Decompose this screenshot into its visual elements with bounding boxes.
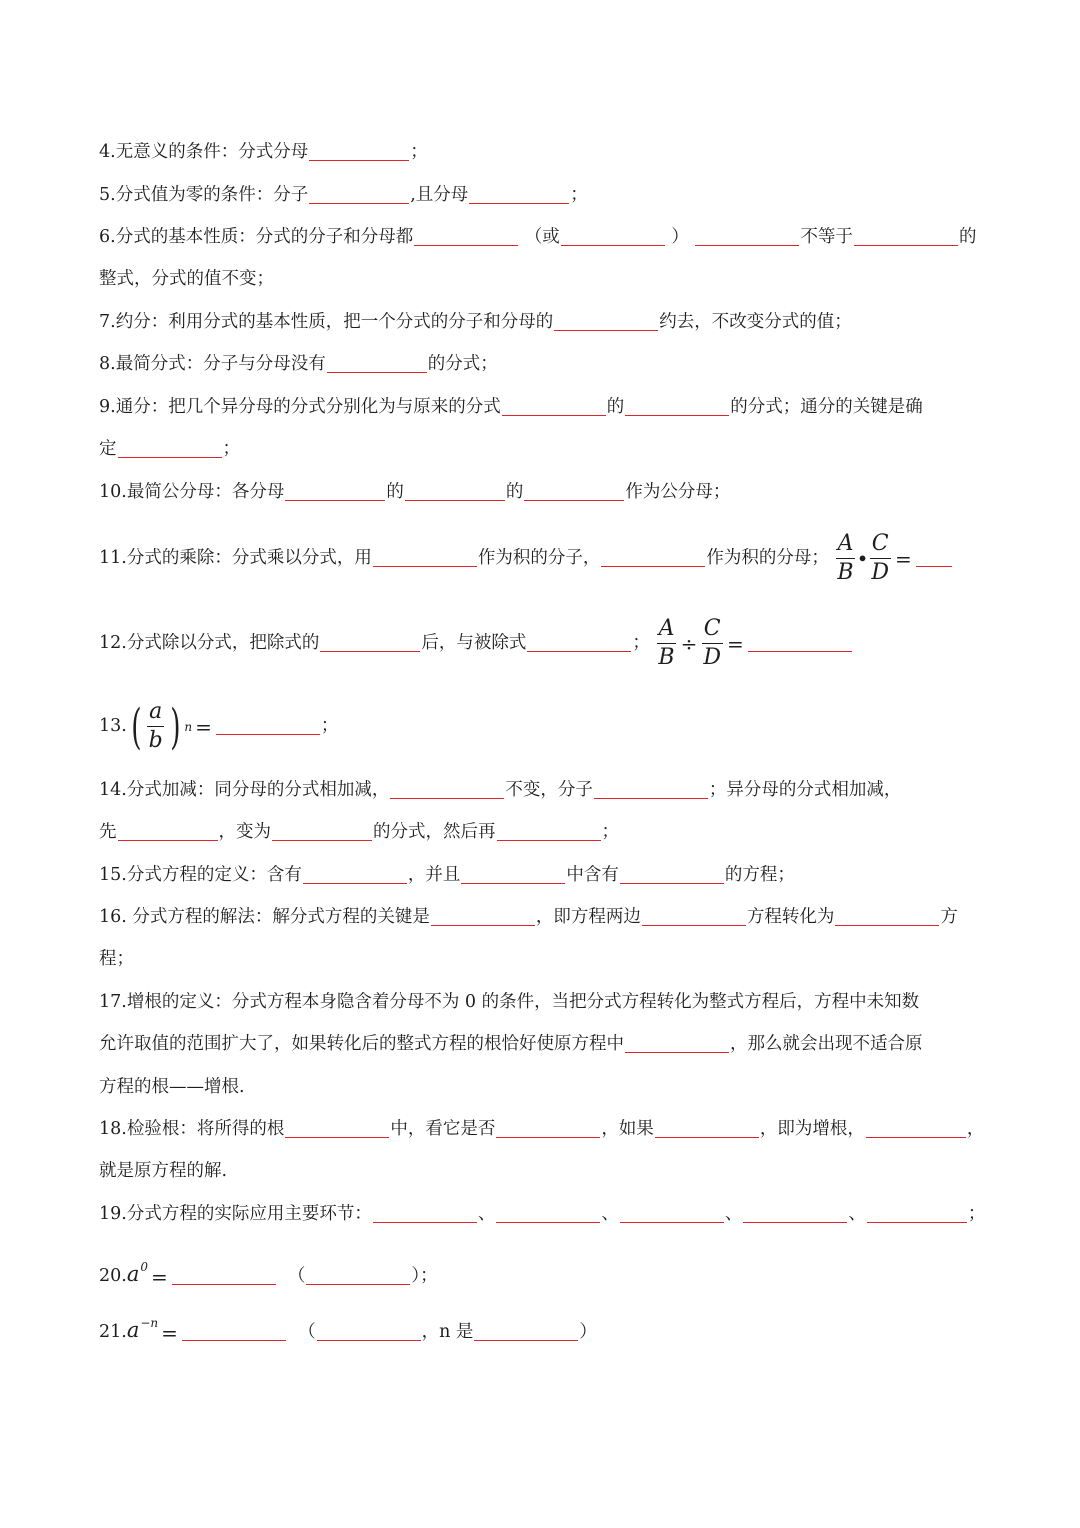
q10-text-4: 作为公分母； xyxy=(625,482,731,502)
question-7 xyxy=(99,311,852,333)
q18-punct: ， xyxy=(966,1119,985,1139)
q14-text-2: 不变，分子 xyxy=(505,780,593,800)
q7-blank[interactable] xyxy=(554,312,658,331)
question-16-line-2: 程； xyxy=(99,949,134,969)
q11-fraction-a-b xyxy=(835,531,855,586)
question-9 xyxy=(99,396,923,418)
q5-text: 5.分式值为零的条件：分子 xyxy=(99,185,309,205)
q5-blank-1[interactable] xyxy=(309,185,409,204)
q14-text-5: ，变为 xyxy=(218,822,271,842)
q19-separator: 、 xyxy=(477,1204,496,1224)
q5-text-2: ,且分母 xyxy=(410,185,469,205)
q6-text-2: （或 xyxy=(524,227,560,247)
question-18 xyxy=(99,1118,984,1140)
q5-blank-2[interactable] xyxy=(469,185,569,204)
q9-text-2: 的 xyxy=(606,397,625,417)
question-15 xyxy=(99,864,795,886)
q12-denominator-d: D xyxy=(703,645,721,670)
q11-multiply-dot: • xyxy=(856,546,869,571)
q21-blank-3[interactable] xyxy=(474,1322,578,1341)
q21-text: 21. xyxy=(99,1322,127,1342)
q21-blank-2[interactable] xyxy=(317,1322,421,1341)
q10-blank-3[interactable] xyxy=(524,482,624,501)
q14-text: 14.分式加减：同分母的分式相加减， xyxy=(99,780,390,800)
q19-blank-2[interactable] xyxy=(496,1204,600,1223)
q12-blank-3[interactable] xyxy=(748,633,852,652)
q4-punct: ； xyxy=(410,142,428,162)
q19-separator: 、 xyxy=(601,1204,619,1224)
question-10 xyxy=(99,481,730,503)
q13-power-expression xyxy=(127,695,192,759)
q15-text-2: ，并且 xyxy=(407,865,461,885)
question-19 xyxy=(99,1203,985,1225)
q9-blank-1[interactable] xyxy=(502,397,606,416)
q6-text-5: 的 xyxy=(958,227,977,247)
q14-blank-5[interactable] xyxy=(497,822,601,841)
q9-blank-2[interactable] xyxy=(625,397,729,416)
q11-equals: = xyxy=(895,546,912,571)
q6-text-3: ） xyxy=(671,227,689,247)
q20-blank-2[interactable] xyxy=(306,1266,410,1285)
q18-blank-3[interactable] xyxy=(655,1119,759,1138)
q15-text-3: 中含有 xyxy=(566,865,619,885)
q15-text-4: 的方程； xyxy=(724,865,795,885)
q8-text-2: 的分式； xyxy=(427,354,498,374)
question-5 xyxy=(99,184,588,206)
q12-divide-sign: ÷ xyxy=(680,631,698,656)
q8-text: 8.最简分式：分子与分母没有 xyxy=(99,354,326,374)
question-14-line-2 xyxy=(99,821,619,843)
q21-text-3: ，n 是 xyxy=(421,1322,474,1342)
q16-blank-1[interactable] xyxy=(431,907,535,926)
q9-text: 9.通分：把几个异分母的分式分别化为与原来的分式 xyxy=(99,397,501,417)
q7-text-2: 约去，不改变分式的值； xyxy=(659,312,852,332)
question-20 xyxy=(99,1253,438,1291)
q14-text-3: ；异分母的分式相加减， xyxy=(708,780,902,800)
q13-fraction-a-b xyxy=(147,699,165,754)
q19-blank-3[interactable] xyxy=(620,1204,724,1223)
q13-equals: = xyxy=(195,714,212,739)
q13-denominator: b xyxy=(148,728,163,753)
q13-exponent: n xyxy=(184,719,193,734)
q19-separator: 、 xyxy=(724,1204,743,1224)
q14-blank-4[interactable] xyxy=(272,822,372,841)
question-13 xyxy=(99,694,338,759)
q12-blank-2[interactable] xyxy=(527,633,631,652)
q16-blank-2[interactable] xyxy=(642,907,746,926)
q18-text: 18.检验根：将所得的根 xyxy=(99,1119,285,1139)
q9-blank-3[interactable] xyxy=(118,439,222,458)
q15-text: 15.分式方程的定义：含有 xyxy=(99,865,302,885)
q14-blank-3[interactable] xyxy=(118,822,218,841)
q12-denominator-b: B xyxy=(658,645,675,670)
q4-blank[interactable] xyxy=(309,142,409,161)
question-18-line-2: 就是原方程的解. xyxy=(99,1161,228,1181)
q11-numerator-c: C xyxy=(870,531,891,559)
q9-text-4: 定 xyxy=(99,439,117,459)
q9-text-3: 的分式；通分的关键是确 xyxy=(730,397,923,417)
q21-text-2: （ xyxy=(298,1322,316,1342)
q20-base: a xyxy=(126,1262,140,1286)
q10-blank-1[interactable] xyxy=(285,482,385,501)
question-6 xyxy=(99,226,976,248)
q20-text-2: （ xyxy=(287,1266,306,1286)
q16-text-4: 方 xyxy=(940,907,958,927)
q4-text: 4.无意义的条件：分式分母 xyxy=(99,142,309,162)
q13-numerator: a xyxy=(147,699,164,727)
q11-denominator-d: D xyxy=(871,560,890,585)
q12-numerator-c: C xyxy=(702,616,723,644)
q11-blank-2[interactable] xyxy=(601,548,705,567)
question-21 xyxy=(99,1309,597,1347)
q6-blank-2[interactable] xyxy=(561,227,665,246)
q12-numerator-a: A xyxy=(657,616,677,644)
q15-blank-2[interactable] xyxy=(461,865,565,884)
q14-text-4: 先 xyxy=(99,822,117,842)
q17-text: 允许取值的范围扩大了，如果转化后的整式方程的根恰好使原方程中 xyxy=(99,1034,624,1054)
q18-blank-2[interactable] xyxy=(496,1119,600,1138)
q9-punct: ； xyxy=(222,439,240,459)
q6-text: 6.分式的基本性质：分式的分子和分母都 xyxy=(99,227,414,247)
q13-right-paren: ) xyxy=(169,698,181,755)
q20-text-3: ）； xyxy=(411,1266,438,1286)
q6-text-4: 不等于 xyxy=(800,227,853,247)
q17-text-2: ，那么就会出现不适合原 xyxy=(730,1034,923,1054)
q21-text-4: ） xyxy=(579,1322,597,1342)
q12-text-2: 后，与被除式 xyxy=(421,633,527,653)
q16-text-2: ，即方程两边 xyxy=(535,907,641,927)
q6-blank-3[interactable] xyxy=(695,227,799,246)
q11-text-3: 作为积的分母； xyxy=(706,548,829,568)
q12-text: 12.分式除以分式，把除式的 xyxy=(99,633,320,653)
q17-blank[interactable] xyxy=(625,1034,729,1053)
question-16 xyxy=(99,906,958,928)
q14-text-6: 的分式，然后再 xyxy=(373,822,496,842)
q10-text-3: 的 xyxy=(505,482,524,502)
q20-equals: = xyxy=(151,1264,168,1289)
q21-exponent: −n xyxy=(140,1316,159,1330)
q11-blank-1[interactable] xyxy=(373,548,477,567)
question-14 xyxy=(99,779,901,801)
q6-blank-4[interactable] xyxy=(854,227,958,246)
q15-blank-3[interactable] xyxy=(620,865,724,884)
q18-text-3: ，如果 xyxy=(601,1119,654,1139)
q21-base: a xyxy=(126,1318,140,1342)
q19-separator: 、 xyxy=(848,1204,866,1224)
q11-fraction-c-d xyxy=(869,531,891,586)
q18-blank-4[interactable] xyxy=(866,1119,966,1138)
q16-blank-3[interactable] xyxy=(835,907,939,926)
q18-text-4: ，即为增根， xyxy=(759,1119,865,1139)
question-17: 17.增根的定义：分式方程本身隐含着分母不为 0 的条件，当把分式方程转化为整式方程后，方程中未知数 xyxy=(99,992,920,1012)
question-8 xyxy=(99,353,498,375)
q16-text-3: 方程转化为 xyxy=(746,907,835,927)
q21-equals: = xyxy=(161,1320,178,1345)
q12-fraction-c-d xyxy=(701,616,723,671)
question-17-line-2 xyxy=(99,1033,923,1055)
q11-text-2: 作为积的分子， xyxy=(477,548,601,568)
q20-blank-1[interactable] xyxy=(172,1266,276,1285)
question-9-line-2 xyxy=(99,438,240,460)
question-11 xyxy=(99,530,953,587)
q11-text: 11.分式的乘除：分式乘以分式，用 xyxy=(99,548,372,568)
q12-fraction-a-b xyxy=(656,616,676,671)
q20-text: 20. xyxy=(99,1266,127,1286)
question-12 xyxy=(99,615,853,672)
q12-punct: ； xyxy=(632,633,650,653)
q11-numerator-a: A xyxy=(836,531,856,559)
q20-exponent: 0 xyxy=(140,1260,149,1274)
q19-blank-4[interactable] xyxy=(743,1204,847,1223)
q5-punct: ； xyxy=(570,185,588,205)
q14-punct: ； xyxy=(601,822,619,842)
q21-blank-1[interactable] xyxy=(182,1322,286,1341)
q10-text: 10.最简公分母：各分母 xyxy=(99,482,285,502)
q15-blank-1[interactable] xyxy=(303,865,407,884)
q10-blank-2[interactable] xyxy=(405,482,505,501)
q14-blank-2[interactable] xyxy=(594,780,708,799)
q12-blank-1[interactable] xyxy=(320,633,420,652)
q11-blank-3[interactable] xyxy=(916,548,952,567)
q16-text: 16. 分式方程的解法：解分式方程的关键是 xyxy=(99,907,430,927)
q19-text: 19.分式方程的实际应用主要环节： xyxy=(99,1204,372,1224)
question-17-line-3: 方程的根——增根. xyxy=(99,1077,245,1097)
q6-blank-1[interactable] xyxy=(414,227,518,246)
q13-blank[interactable] xyxy=(216,716,320,735)
q18-text-2: 中，看它是否 xyxy=(390,1119,496,1139)
q13-text: 13. xyxy=(99,716,127,736)
q19-punct: ； xyxy=(967,1204,986,1224)
question-6-line-2: 整式，分式的值不变； xyxy=(99,269,274,289)
q18-blank-1[interactable] xyxy=(285,1119,389,1138)
q19-blank-1[interactable] xyxy=(373,1204,477,1223)
q7-text: 7.约分：利用分式的基本性质，把一个分式的分子和分母的 xyxy=(99,312,554,332)
q11-denominator-b: B xyxy=(837,560,854,585)
q19-blank-5[interactable] xyxy=(867,1204,967,1223)
q14-blank-1[interactable] xyxy=(390,780,504,799)
q10-text-2: 的 xyxy=(386,482,404,502)
q13-punct: ； xyxy=(320,716,339,736)
q13-left-paren: ( xyxy=(131,698,142,755)
q12-equals: = xyxy=(727,631,744,656)
question-4 xyxy=(99,141,428,163)
q8-blank[interactable] xyxy=(327,354,427,373)
